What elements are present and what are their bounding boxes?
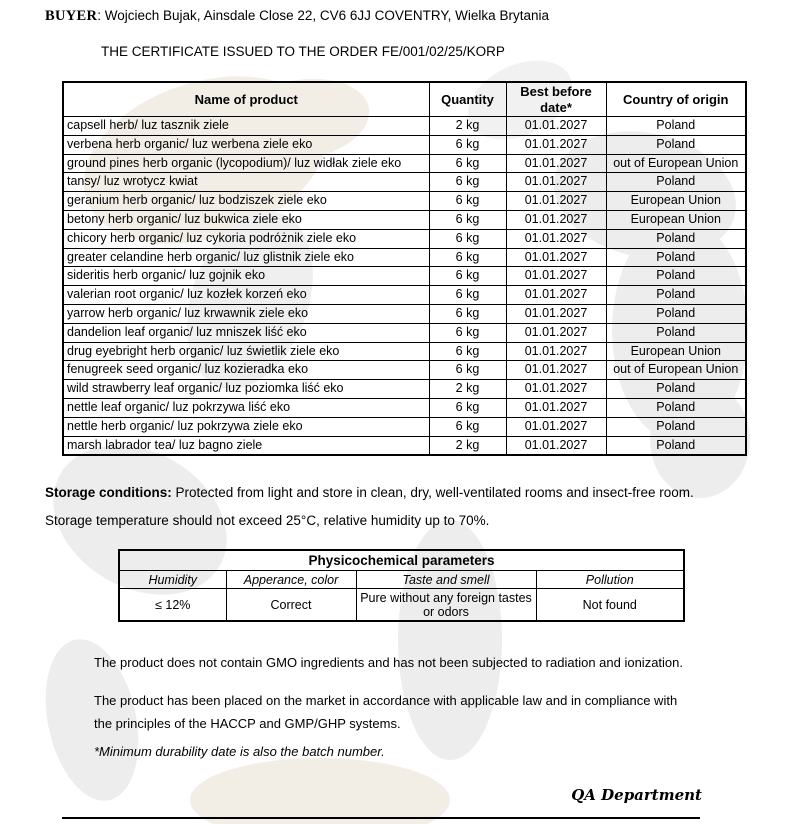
quantity-cell: 6 kg [429,192,506,211]
quantity-cell: 6 kg [429,398,506,417]
origin-cell: Poland [606,417,746,436]
storage-conditions-line2: Storage temperature should not exceed 25°C, relative humidity up to 70%. [45,513,490,528]
best-before-cell: 01.01.2027 [506,117,606,136]
table-row [63,135,746,154]
physico-header-humidity: Humidity [119,571,226,589]
product-name-cell: greater celandine herb organic/ luz glistnik ziele eko [63,248,429,267]
quantity-cell: 2 kg [429,436,506,455]
col-header-country-of-origin: Country of origin [606,82,746,117]
table-row [63,229,746,248]
buyer-line [45,8,549,25]
best-before-cell: 01.01.2027 [506,267,606,286]
buyer-details: : Wojciech Bujak, Ainsdale Close 22, CV6 6JJ COVENTRY, Wielka Brytania [97,8,549,23]
table-row [63,286,746,305]
physico-value-appearance: Correct [226,589,356,622]
certificate-title: THE CERTIFICATE ISSUED TO THE ORDER FE/001/02/25/KORP [101,44,505,59]
origin-cell: out of European Union [606,361,746,380]
best-before-cell: 01.01.2027 [506,154,606,173]
best-before-cell: 01.01.2027 [506,380,606,399]
haccp-statement [94,690,677,735]
gmo-statement: The product does not contain GMO ingredients and has not been subjected to radiation and ionization. [94,655,683,670]
table-row [63,342,746,361]
origin-cell: Poland [606,380,746,399]
origin-cell: Poland [606,229,746,248]
best-before-cell: 01.01.2027 [506,304,606,323]
product-name-cell: geranium herb organic/ luz bodziszek ziele eko [63,192,429,211]
best-before-cell: 01.01.2027 [506,323,606,342]
physico-header-taste: Taste and smell [356,571,536,589]
col-header-quantity: Quantity [429,82,506,117]
quantity-cell: 6 kg [429,210,506,229]
origin-cell: Poland [606,398,746,417]
table-row [63,380,746,399]
product-name-cell: fenugreek seed organic/ luz kozieradka eko [63,361,429,380]
table-row [63,361,746,380]
product-name-cell: verbena herb organic/ luz werbena ziele eko [63,135,429,154]
origin-cell: Poland [606,323,746,342]
product-table-body [63,117,746,456]
origin-cell: Poland [606,117,746,136]
best-before-cell: 01.01.2027 [506,436,606,455]
quantity-cell: 6 kg [429,267,506,286]
physico-value-taste: Pure without any foreign tastes or odors [356,589,536,622]
best-before-cell: 01.01.2027 [506,342,606,361]
product-name-cell: betony herb organic/ luz bukwica ziele eko [63,210,429,229]
physico-header-row [119,571,684,589]
quantity-cell: 6 kg [429,323,506,342]
best-before-cell: 01.01.2027 [506,248,606,267]
signature-line [62,817,700,819]
quantity-cell: 6 kg [429,135,506,154]
best-before-cell: 01.01.2027 [506,417,606,436]
quantity-cell: 6 kg [429,154,506,173]
best-before-cell: 01.01.2027 [506,210,606,229]
physico-header-appearance: Apperance, color [226,571,356,589]
physico-value-pollution: Not found [536,589,684,622]
storage-conditions-label: Storage conditions: [45,485,172,500]
table-row [63,436,746,455]
origin-cell: European Union [606,192,746,211]
physicochemical-table [118,549,685,622]
product-name-cell: chicory herb organic/ luz cykoria podróżnik ziele eko [63,229,429,248]
best-before-cell: 01.01.2027 [506,135,606,154]
origin-cell: European Union [606,210,746,229]
best-before-cell: 01.01.2027 [506,361,606,380]
table-row [63,417,746,436]
col-header-name-of-product: Name of product [63,82,429,117]
origin-cell: Poland [606,135,746,154]
product-name-cell: dandelion leaf organic/ luz mniszek liść eko [63,323,429,342]
origin-cell: Poland [606,248,746,267]
origin-cell: Poland [606,304,746,323]
product-name-cell: wild strawberry leaf organic/ luz poziomka liść eko [63,380,429,399]
product-name-cell: valerian root organic/ luz kozłek korzeń eko [63,286,429,305]
product-name-cell: marsh labrador tea/ luz bagno ziele [63,436,429,455]
haccp-statement-line2: the principles of the HACCP and GMP/GHP systems. [94,715,401,731]
durability-note: *Minimum durability date is also the batch number. [94,744,385,759]
physico-header-pollution: Pollution [536,571,684,589]
product-name-cell: sideritis herb organic/ luz gojnik eko [63,267,429,286]
origin-cell: Poland [606,286,746,305]
product-table-header-row [63,82,746,117]
qa-department-signature: QA Department [571,786,702,804]
quantity-cell: 2 kg [429,380,506,399]
origin-cell: out of European Union [606,154,746,173]
quantity-cell: 6 kg [429,248,506,267]
quantity-cell: 6 kg [429,286,506,305]
table-row [63,154,746,173]
physico-title-row [119,550,684,571]
best-before-cell: 01.01.2027 [506,173,606,192]
product-name-cell: tansy/ luz wrotycz kwiat [63,173,429,192]
best-before-cell: 01.01.2027 [506,192,606,211]
physico-value-row [119,589,684,622]
product-name-cell: capsell herb/ luz tasznik ziele [63,117,429,136]
quantity-cell: 2 kg [429,117,506,136]
quantity-cell: 6 kg [429,342,506,361]
quantity-cell: 6 kg [429,304,506,323]
table-row [63,267,746,286]
table-row [63,192,746,211]
origin-cell: Poland [606,267,746,286]
product-name-cell: yarrow herb organic/ luz krwawnik ziele eko [63,304,429,323]
quantity-cell: 6 kg [429,417,506,436]
best-before-cell: 01.01.2027 [506,286,606,305]
table-row [63,304,746,323]
product-name-cell: drug eyebright herb organic/ luz świetlik ziele eko [63,342,429,361]
table-row [63,398,746,417]
product-name-cell: nettle leaf organic/ luz pokrzywa liść eko [63,398,429,417]
table-row [63,248,746,267]
origin-cell: Poland [606,436,746,455]
physico-title: Physicochemical parameters [119,550,684,571]
product-name-cell: ground pines herb organic (lycopodium)/ luz widłak ziele eko [63,154,429,173]
origin-cell: Poland [606,173,746,192]
storage-conditions-line1 [45,485,694,500]
table-row [63,117,746,136]
table-row [63,323,746,342]
storage-conditions-text: Protected from light and store in clean, dry, well-ventilated rooms and insect-free room. [171,485,694,500]
quantity-cell: 6 kg [429,173,506,192]
quantity-cell: 6 kg [429,361,506,380]
product-table [62,81,747,456]
col-header-best-before: Best before date* [506,82,606,117]
quantity-cell: 6 kg [429,229,506,248]
table-row [63,210,746,229]
best-before-cell: 01.01.2027 [506,398,606,417]
table-row [63,173,746,192]
best-before-cell: 01.01.2027 [506,229,606,248]
buyer-label: BUYER [45,8,98,24]
product-name-cell: nettle herb organic/ luz pokrzywa ziele eko [63,417,429,436]
physico-value-humidity: ≤ 12% [119,589,226,622]
haccp-statement-line1: The product has been placed on the market in accordance with applicable law and in compliance with [94,693,678,708]
origin-cell: European Union [606,342,746,361]
